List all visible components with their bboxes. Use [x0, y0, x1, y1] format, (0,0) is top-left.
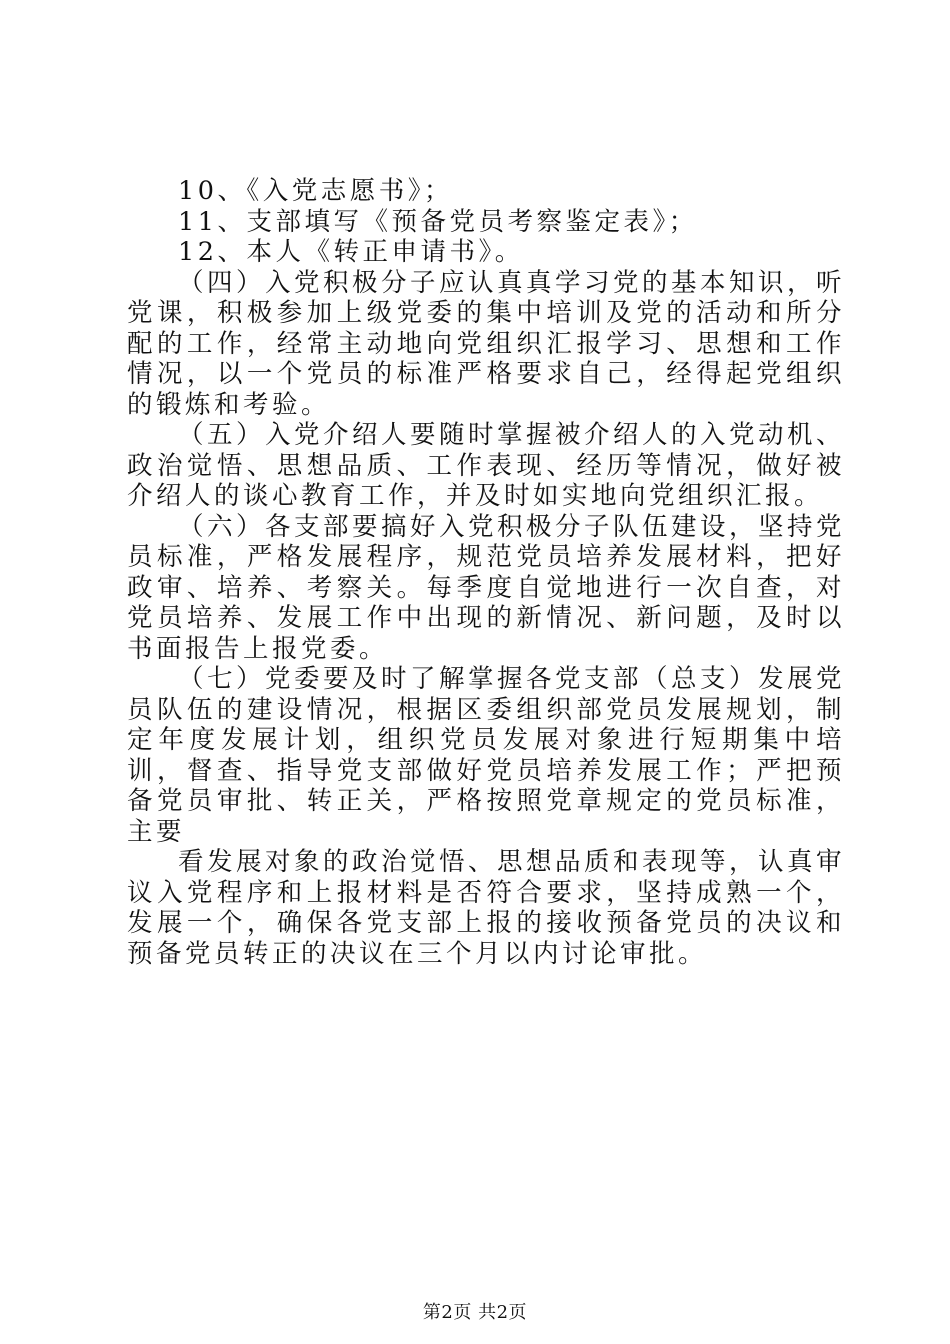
paragraph-4: （四）入党积极分子应认真真学习党的基本知识，听党课，积极参加上级党委的集中培训及党的活动和所分配的工作，经常主动地向党组织汇报学习、思想和工作情况，以一个党员的标准严格要求自己，经得起党组织的锻炼和考验。 [127, 267, 846, 420]
document-body [127, 176, 845, 969]
paragraph-7-continued: 看发展对象的政治觉悟、思想品质和表现等，认真审议入党程序和上报材料是否符合要求，坚持成熟一个，发展一个，确保各党支部上报的接收预备党员的决议和预备党员转正的决议在三个月以内讨论审批。 [127, 847, 846, 969]
list-item-10: 10、《入党志愿书》； [178, 176, 453, 206]
list-item-12: 12、本人《转正申请书》。 [178, 237, 524, 267]
list-item-11: 11、支部填写《预备党员考察鉴定表》； [178, 206, 698, 237]
paragraph-7: （七）党委要及时了解掌握各党支部（总支）发展党员队伍的建设情况，根据区委组织部党员发展规划，制定年度发展计划，组织党员发展对象进行短期集中培训，督查、指导党支部做好党员培养发展工作；严把预备党员审批、转正关，严格按照党章规定的党员标准，主要 [127, 664, 846, 847]
paragraph-6: （六）各支部要搞好入党积极分子队伍建设，坚持党员标准，严格发展程序，规范党员培养发展材料，把好政审、培养、考察关。每季度自觉地进行一次自查，对党员培养、发展工作中出现的新情况、新问题，及时以书面报告上报党委。 [127, 511, 846, 664]
paragraph-5: （五）入党介绍人要随时掌握被介绍人的入党动机、政治觉悟、思想品质、工作表现、经历等情况，做好被介绍人的谈心教育工作，并及时如实地向党组织汇报。 [127, 420, 846, 511]
page-number-footer: 第2页 共2页 [422, 1302, 528, 1323]
